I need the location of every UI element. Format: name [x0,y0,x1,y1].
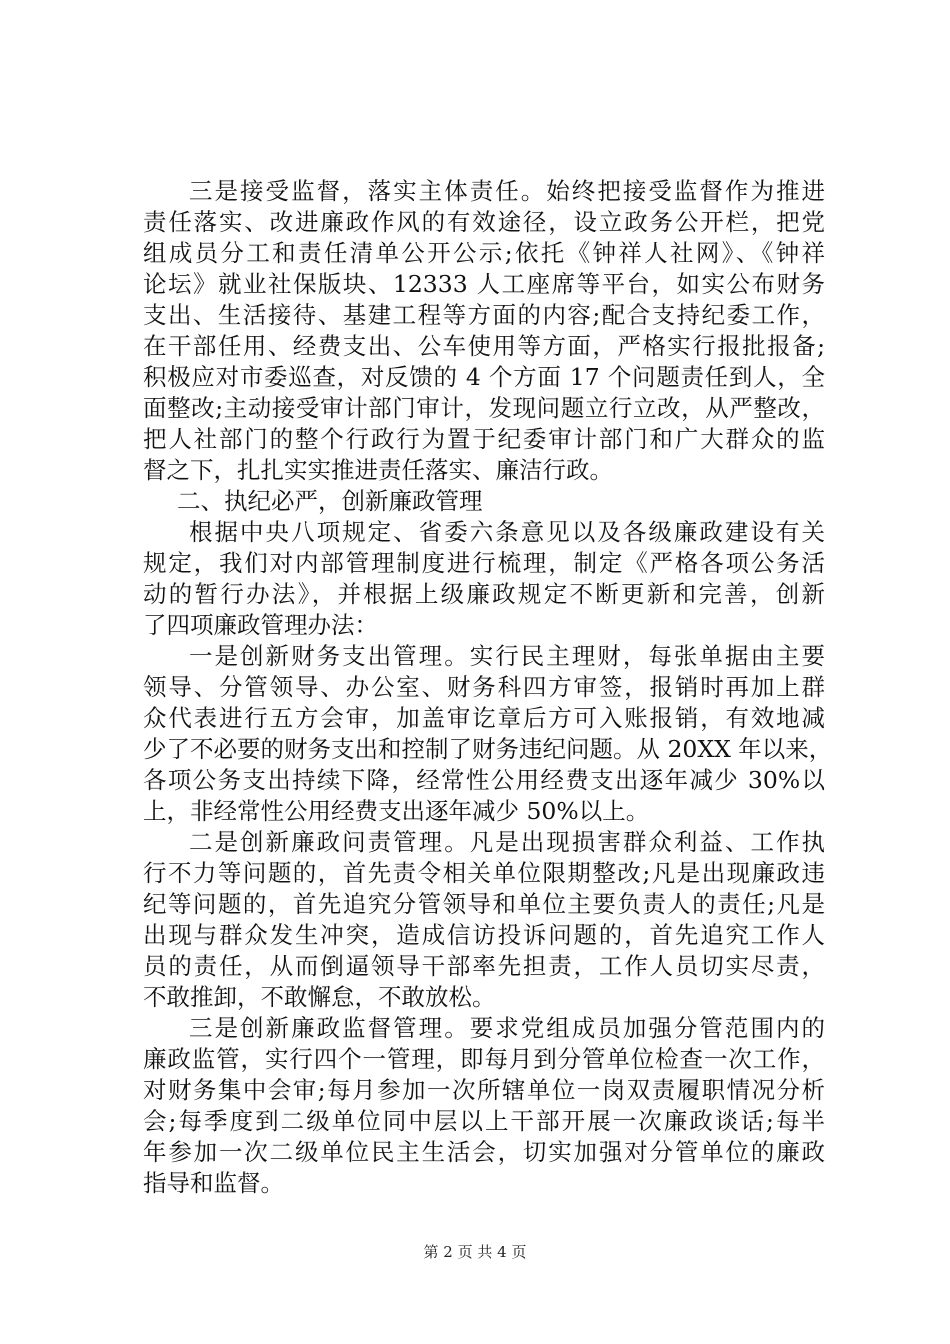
paragraph-intro-methods [143,517,825,641]
text-line: 员的责任，从而倒逼领导干部率先担责，工作人员切实尽责， [143,952,825,980]
text-line: 廉政监管，实行四个一管理，即每月到分管单位检查一次工作， [143,1045,825,1073]
text-line: 一是创新财务支出管理。实行民主理财，每张单据由主要 [189,642,825,670]
text-line: 年参加一次二级单位民主生活会，切实加强对分管单位的廉政 [143,1138,825,1166]
text-line: 论坛》就业社保版块、12333 人工座席等平台，如实公布财务 [143,270,825,298]
text-line: 会;每季度到二级单位同中层以上干部开展一次廉政谈话;每半 [143,1107,825,1135]
text-line: 众代表进行五方会审，加盖审讫章后方可入账报销，有效地减 [143,704,825,732]
text-line: 了四项廉政管理办法： [143,611,378,639]
text-line: 积极应对市委巡查，对反馈的 4 个方面 17 个问题责任到人，全 [143,363,825,391]
text-line: 规定，我们对内部管理制度进行梳理，制定《严格各项公务活 [143,549,825,577]
text-line: 面整改;主动接受审计部门审计，发现问题立行立改，从严整改， [143,394,825,422]
paragraph-accountability-management [143,827,825,1013]
text-line: 上，非经常性公用经费支出逐年减少 50%以上。 [143,797,650,825]
text-line: 三是接受监督，落实主体责任。始终把接受监督作为推进 [189,177,825,205]
page-number-footer: 第 2 页 共 4 页 [423,1243,527,1261]
text-line: 纪等问题的，首先追究分管领导和单位主要负责人的责任;凡是 [143,890,825,918]
text-line: 动的暂行办法》，并根据上级廉政规定不断更新和完善，创新 [143,580,825,608]
text-line: 把人社部门的整个行政行为置于纪委审计部门和广大群众的监 [143,425,825,453]
paragraph-accept-supervision [143,176,825,486]
text-line: 支出、生活接待、基建工程等方面的内容;配合支持纪委工作， [143,301,825,329]
text-line: 各项公务支出持续下降，经常性公用经费支出逐年减少 30%以 [143,766,825,794]
section-heading [143,486,825,517]
text-line: 出现与群众发生冲突，造成信访投诉问题的，首先追究工作人 [143,921,825,949]
text-line: 领导、分管领导、办公室、财务科四方审签，报销时再加上群 [143,673,825,701]
text-line: 二是创新廉政问责管理。凡是出现损害群众利益、工作执 [189,828,825,856]
text-line: 督之下，扎扎实实推进责任落实、廉洁行政。 [143,456,613,484]
paragraph-financial-management [143,641,833,827]
paragraph-supervision-management [143,1013,825,1199]
text-line: 不敢推卸，不敢懈怠，不敢放松。 [143,983,496,1011]
text-line: 指导和监督。 [143,1169,284,1197]
text-line: 三是创新廉政监督管理。要求党组成员加强分管范围内的 [189,1014,825,1042]
text-line: 责任落实、改进廉政作风的有效途径，设立政务公开栏，把党 [143,208,825,236]
text-line: 在干部任用、经费支出、公车使用等方面，严格实行报批报备; [143,332,825,360]
document-body [143,176,833,1199]
text-line: 少了不必要的财务支出和控制了财务违纪问题。从 20XX 年以来， [143,735,833,763]
text-line: 组成员分工和责任清单公开公示;依托《钟祥人社网》、《钟祥 [143,239,825,267]
text-line: 对财务集中会审;每月参加一次所辖单位一岗双责履职情况分析 [143,1076,825,1104]
text-line: 行不力等问题的，首先责令相关单位限期整改;凡是出现廉政违 [143,859,825,887]
text-line: 根据中央八项规定、省委六条意见以及各级廉政建设有关 [189,518,825,546]
heading-line: 二、执纪必严，创新廉政管理 [177,487,483,515]
